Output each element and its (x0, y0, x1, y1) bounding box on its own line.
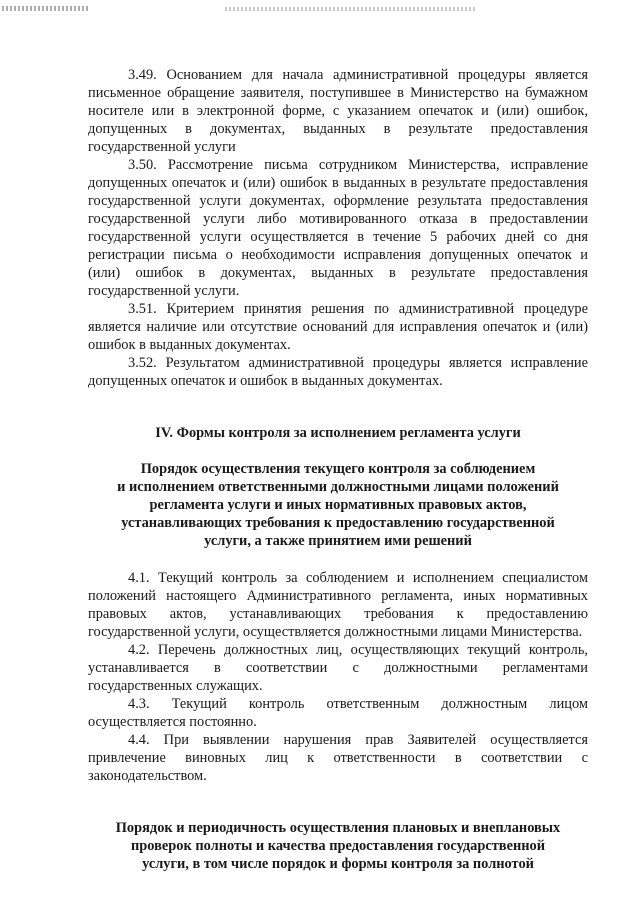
document-page (88, 66, 588, 873)
subsection-current-control-title (88, 460, 588, 550)
section-4-title: IV. Формы контроля за исполнением регламента услуги (155, 425, 521, 441)
section-4-paragraphs (88, 569, 588, 785)
title-line: регламента услуги и иных нормативных правовых актов, (149, 497, 527, 513)
paragraph-3-52: 3.52. Результатом административной процедуры является исправление допущенных опечаток и ошибок в выданных документах. (88, 355, 588, 389)
paragraph-4-3: 4.3. Текущий контроль ответственным должностным лицом осуществляется постоянно. (88, 696, 588, 730)
title-line: и исполнением ответственными должностными лицами положений (117, 479, 559, 495)
paragraph-4-1: 4.1. Текущий контроль за соблюдением и исполнением специалистом положений настоящего Административного регламента, иных нормативных правовых актов, устанавливающих требования к предоставлению государственной услуги, осуществляется должностными лицами Министерства. (88, 570, 588, 640)
section-3-paragraphs (88, 66, 588, 390)
title-line: проверок полноты и качества предоставления государственной (130, 838, 546, 854)
title-line: услуги, в том числе порядок и формы контроля за полнотой (142, 856, 534, 872)
title-line: Порядок осуществления текущего контроля за соблюдением (140, 461, 536, 477)
title-line: услуги, а также принятием ими решений (204, 533, 472, 549)
paragraph-3-49: 3.49. Основанием для начала административной процедуры является письменное обращение заявителя, поступившее в Министерство на бумажном носителе или в электронной форме, с указанием опечаток и (или) ошибок, допущенных в документах, выданных в результате предоставления государственной услуги (88, 67, 588, 155)
title-line: Порядок и периодичность осуществления плановых и внеплановых (115, 820, 561, 836)
paragraph-4-2: 4.2. Перечень должностных лиц, осуществляющих текущий контроль, устанавливается в соответствии с должностными регламентами государственных служащих. (88, 642, 588, 694)
subsection-inspections-title (88, 819, 588, 873)
scan-edge-mark (225, 7, 475, 11)
paragraph-3-50: 3.50. Рассмотрение письма сотрудником Министерства, исправление допущенных опечаток и (или) ошибок в выданных в результате предоставления государственной услуги документах, оформление результата предоставления государственной услуги либо мотивированного отказа в предоставлении государственной услуги осуществляется в течение 5 рабочих дней со дня регистрации письма о необходимости исправления допущенных опечаток и (или) ошибок в документах, выданных в результате предоставления государственной услуги. (88, 157, 588, 299)
scan-edge-mark (2, 6, 90, 11)
title-line: устанавливающих требования к предоставлению государственной (121, 515, 555, 531)
paragraph-3-51: 3.51. Критерием принятия решения по административной процедуре является наличие или отсутствие оснований для исправления опечаток и (или) ошибок в выданных документах. (88, 301, 588, 353)
paragraph-4-4: 4.4. При выявлении нарушения прав Заявителей осуществляется привлечение виновных лиц к ответственности в соответствии с законодательством. (88, 732, 588, 784)
